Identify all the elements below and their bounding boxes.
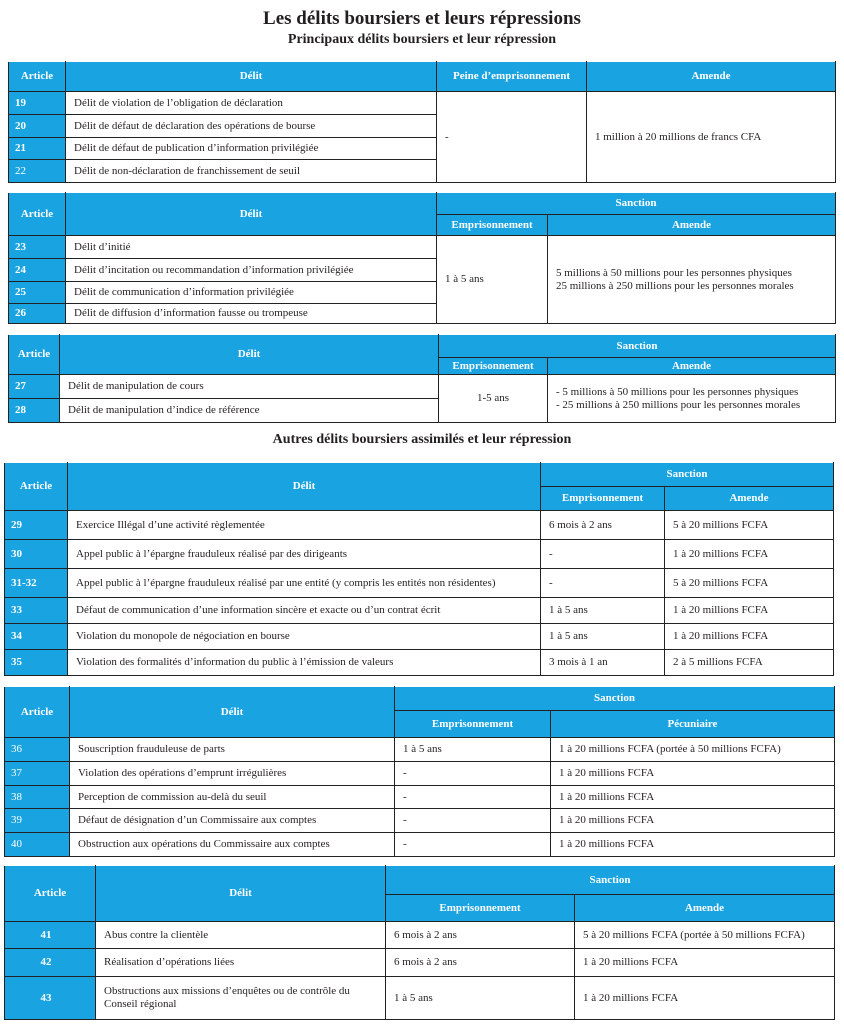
delit-cell: Délit de manipulation de cours — [60, 375, 439, 399]
pecuniaire-cell: 1 à 20 millions FCFA — [551, 809, 835, 833]
emprisonnement-cell: - — [395, 762, 551, 786]
article-number: 25 — [9, 282, 66, 304]
header-emprisonnement: Emprisonnement — [437, 215, 548, 236]
table-articles-19-22 — [8, 61, 836, 183]
emprisonnement-cell: - — [395, 786, 551, 809]
delit-cell: Perception de commission au-delà du seuil — [70, 786, 395, 809]
article-number: 41 — [5, 922, 96, 949]
header-emprisonnement: Emprisonnement — [541, 487, 665, 511]
header-sanction: Sanction — [395, 687, 835, 711]
table-articles-23-26 — [8, 192, 836, 324]
delit-cell: Délit de communication d’information privilégiée — [66, 282, 437, 304]
delit-cell: Obstruction aux opérations du Commissaire aux comptes — [70, 833, 395, 857]
article-number: 29 — [5, 511, 68, 540]
header-peine: Peine d’emprisonnement — [437, 62, 587, 92]
amende-cell: 1 à 20 millions FCFA — [575, 977, 835, 1020]
table-articles-29-35 — [4, 462, 834, 676]
delit-cell: Délit d’initié — [66, 236, 437, 259]
amende-cell — [548, 236, 836, 324]
delit-cell: Exercice Illégal d’une activité règlementée — [68, 511, 541, 540]
emprisonnement-cell: 1-5 ans — [439, 375, 548, 423]
emprisonnement-cell: 1 à 5 ans — [386, 977, 575, 1020]
table-articles-27-28 — [8, 334, 836, 423]
header-delit: Délit — [66, 193, 437, 236]
amende-cell: 1 à 20 millions FCFA — [665, 598, 834, 624]
delit-cell: Délit de diffusion d’information fausse ou trompeuse — [66, 304, 437, 324]
article-number: 38 — [5, 786, 70, 809]
pecuniaire-cell: 1 à 20 millions FCFA — [551, 786, 835, 809]
article-number: 26 — [9, 304, 66, 324]
delit-cell: Délit de violation de l’obligation de déclaration — [66, 92, 437, 115]
delit-cell: Obstructions aux missions d’enquêtes ou de contrôle du Conseil régional — [96, 977, 386, 1020]
article-number: 36 — [5, 738, 70, 762]
delit-cell: Délit de défaut de déclaration des opérations de bourse — [66, 115, 437, 138]
header-amende: Amende — [665, 487, 834, 511]
article-number: 40 — [5, 833, 70, 857]
amende-cell: 5 à 20 millions FCFA — [665, 511, 834, 540]
header-delit: Délit — [96, 866, 386, 922]
delit-cell: Appel public à l’épargne frauduleux réalisé par des dirigeants — [68, 540, 541, 569]
header-sanction: Sanction — [386, 866, 835, 895]
header-delit: Délit — [68, 463, 541, 511]
amende-line: 25 millions à 250 millions pour les personnes morales — [556, 279, 794, 292]
emprisonnement-cell: - — [541, 540, 665, 569]
header-sanction: Sanction — [541, 463, 834, 487]
header-delit: Délit — [60, 335, 439, 375]
pecuniaire-cell: 1 à 20 millions FCFA — [551, 833, 835, 857]
article-number: 24 — [9, 259, 66, 282]
header-amende: Amende — [575, 895, 835, 922]
delit-cell: Violation des formalités d’information du public à l’émission de valeurs — [68, 650, 541, 676]
article-number: 35 — [5, 650, 68, 676]
delit-cell: Violation des opérations d’emprunt irrégulières — [70, 762, 395, 786]
delit-cell: Délit d’incitation ou recommandation d’information privilégiée — [66, 259, 437, 282]
delit-cell: Délit de défaut de publication d’information privilégiée — [66, 138, 437, 160]
header-sanction: Sanction — [437, 193, 836, 215]
article-number: 28 — [9, 399, 60, 423]
table-articles-41-43 — [4, 865, 835, 1020]
pecuniaire-cell: 1 à 20 millions FCFA — [551, 762, 835, 786]
delit-cell: Défaut de communication d’une information sincère et exacte ou d’un contrat écrit — [68, 598, 541, 624]
emprisonnement-cell: 1 à 5 ans — [437, 236, 548, 324]
header-amende: Amende — [548, 215, 836, 236]
amende-cell: 2 à 5 millions FCFA — [665, 650, 834, 676]
article-number: 20 — [9, 115, 66, 138]
header-emprisonnement: Emprisonnement — [395, 711, 551, 738]
header-sanction: Sanction — [439, 335, 836, 358]
delit-cell: Défaut de désignation d’un Commissaire aux comptes — [70, 809, 395, 833]
article-number: 43 — [5, 977, 96, 1020]
article-number: 39 — [5, 809, 70, 833]
pecuniaire-cell: 1 à 20 millions FCFA (portée à 50 millions FCFA) — [551, 738, 835, 762]
peine-cell: - — [437, 92, 587, 183]
article-number: 37 — [5, 762, 70, 786]
amende-cell: 5 à 20 millions FCFA — [665, 569, 834, 598]
header-article: Article — [5, 866, 96, 922]
article-number: 34 — [5, 624, 68, 650]
delit-cell: Réalisation d’opérations liées — [96, 949, 386, 977]
emprisonnement-cell: 6 mois à 2 ans — [386, 949, 575, 977]
emprisonnement-cell: - — [395, 833, 551, 857]
header-article: Article — [5, 687, 70, 738]
emprisonnement-cell: 1 à 5 ans — [541, 624, 665, 650]
page-title: Les délits boursiers et leurs répressions — [263, 8, 581, 29]
amende-cell: 1 million à 20 millions de francs CFA — [587, 92, 836, 183]
emprisonnement-cell: 3 mois à 1 an — [541, 650, 665, 676]
header-amende: Amende — [587, 62, 836, 92]
section-title: Autres délits boursiers assimilés et leur répression — [272, 432, 572, 447]
article-number: 42 — [5, 949, 96, 977]
amende-line: - 25 millions à 250 millions pour les personnes morales — [556, 398, 801, 411]
emprisonnement-cell: - — [395, 809, 551, 833]
emprisonnement-cell: - — [541, 569, 665, 598]
header-pecuniaire: Pécuniaire — [551, 711, 835, 738]
header-article: Article — [5, 463, 68, 511]
article-number: 27 — [9, 375, 60, 399]
article-number: 30 — [5, 540, 68, 569]
header-article: Article — [9, 335, 60, 375]
amende-cell: 1 à 20 millions FCFA — [575, 949, 835, 977]
amende-cell: 1 à 20 millions FCFA — [665, 624, 834, 650]
article-number: 21 — [9, 138, 66, 160]
delit-cell: Délit de non-déclaration de franchissement de seuil — [66, 160, 437, 183]
header-delit: Délit — [66, 62, 437, 92]
header-emprisonnement: Emprisonnement — [439, 358, 548, 375]
amende-line: 5 millions à 50 millions pour les personnes physiques — [556, 266, 792, 279]
amende-cell: 5 à 20 millions FCFA (portée à 50 millions FCFA) — [575, 922, 835, 949]
emprisonnement-cell: 1 à 5 ans — [541, 598, 665, 624]
header-emprisonnement: Emprisonnement — [386, 895, 575, 922]
article-number: 22 — [9, 160, 66, 183]
amende-cell — [548, 375, 836, 423]
article-number: 19 — [9, 92, 66, 115]
page-subtitle: Principaux délits boursiers et leur répression — [287, 32, 557, 47]
emprisonnement-cell: 6 mois à 2 ans — [386, 922, 575, 949]
header-article: Article — [9, 193, 66, 236]
delit-cell: Abus contre la clientèle — [96, 922, 386, 949]
article-number: 31-32 — [5, 569, 68, 598]
amende-cell: 1 à 20 millions FCFA — [665, 540, 834, 569]
article-number: 23 — [9, 236, 66, 259]
delit-cell: Délit de manipulation d’indice de référence — [60, 399, 439, 423]
amende-line: - 5 millions à 50 millions pour les personnes physiques — [556, 385, 799, 398]
header-amende: Amende — [548, 358, 836, 375]
article-number: 33 — [5, 598, 68, 624]
delit-cell: Souscription frauduleuse de parts — [70, 738, 395, 762]
emprisonnement-cell: 1 à 5 ans — [395, 738, 551, 762]
delit-cell: Appel public à l’épargne frauduleux réalisé par une entité (y compris les entités non résidentes) — [68, 569, 541, 598]
header-article: Article — [9, 62, 66, 92]
emprisonnement-cell: 6 mois à 2 ans — [541, 511, 665, 540]
delit-cell: Violation du monopole de négociation en bourse — [68, 624, 541, 650]
header-delit: Délit — [70, 687, 395, 738]
table-articles-36-40 — [4, 686, 835, 857]
